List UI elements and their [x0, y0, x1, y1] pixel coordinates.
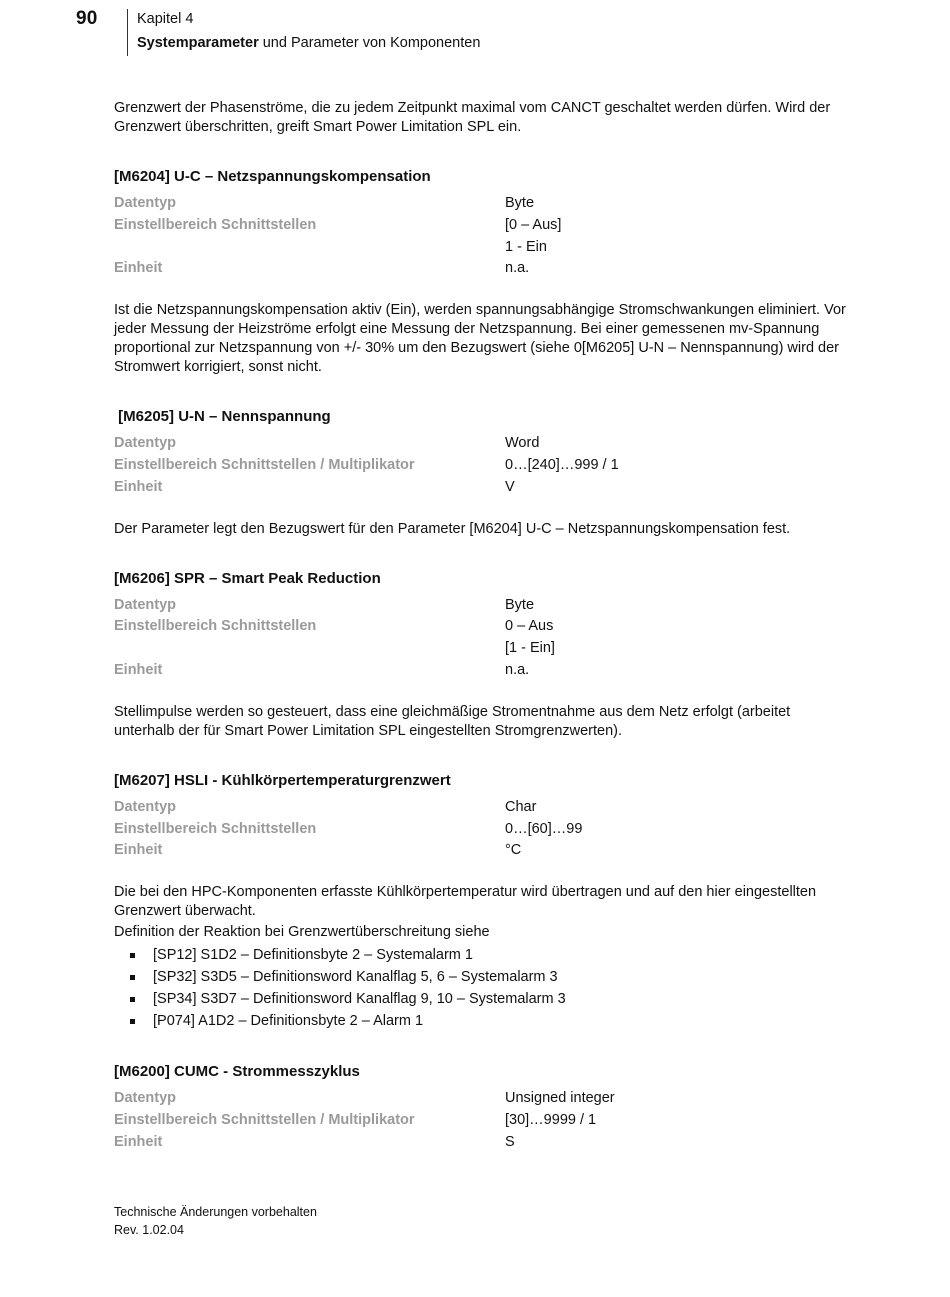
list-item [114, 945, 854, 967]
row-value: °C [505, 842, 522, 859]
row-value: Byte [505, 596, 535, 613]
chapter-title [137, 35, 480, 51]
row-value: n.a. [505, 260, 530, 277]
row-key [114, 638, 505, 660]
row-key: Einheit [114, 260, 163, 277]
table-row [114, 1132, 854, 1154]
row-value: Char [505, 798, 537, 815]
page-number: 90 [76, 8, 98, 29]
parameter-table [114, 1088, 854, 1153]
list-item-text: [SP12] S1D2 – Definitionsbyte 2 – Systemalarm 1 [153, 947, 473, 964]
row-key: Datentyp [114, 435, 177, 452]
list-item [114, 967, 854, 989]
row-key: Einheit [114, 1133, 163, 1150]
section-heading: [M6200] CUMC - Strommesszyklus [114, 1063, 360, 1081]
section-description: Ist die Netzspannungskompensation aktiv (Ein), werden spannungsabhängige Stromschwankungen eliminiert. Vor jeder Messung der Heizströme erfolgt eine Messung der Netzspannung. Bei einer gemessenen mv-Spannung proportional zur Netzspannung von +/- 30% um den Bezugswert (siehe 0[M6205] U-N – Nennspannung) wird der Stromwert korrigiert, sonst nicht. [114, 302, 846, 376]
square-bullet-icon [130, 975, 135, 980]
table-row [114, 638, 854, 660]
page-footer [114, 1203, 317, 1239]
table-row [114, 595, 854, 617]
row-key: Einstellbereich Schnittstellen / Multiplikator [114, 1112, 415, 1129]
section-heading: [M6207] HSLI - Kühlkörpertemperaturgrenzwert [114, 771, 451, 789]
section-description: Der Parameter legt den Bezugswert für den Parameter [M6204] U-C – Netzspannungskompensation fest. [114, 520, 791, 537]
row-key [114, 237, 505, 259]
parameter-section-m6204 [114, 166, 854, 377]
parameter-table [114, 595, 854, 682]
table-row [114, 477, 854, 499]
row-value: Unsigned integer [505, 1090, 615, 1107]
footer-disclaimer: Technische Änderungen vorbehalten [114, 1205, 317, 1219]
row-value: n.a. [505, 661, 530, 678]
table-row [114, 258, 854, 280]
table-row [114, 660, 854, 682]
row-value: V [505, 478, 515, 495]
row-key: Datentyp [114, 798, 177, 815]
row-value: 0 – Aus [505, 618, 554, 635]
table-row [114, 1088, 854, 1110]
list-item-text: [P074] A1D2 – Definitionsbyte 2 – Alarm 1 [153, 1012, 424, 1029]
square-bullet-icon [130, 1019, 135, 1024]
section-description: Die bei den HPC-Komponenten erfasste Kühlkörpertemperatur wird übertragen und auf den hier eingestellten Grenzwert überwacht. [114, 884, 817, 920]
parameter-section-m6207 [114, 770, 854, 1033]
section-heading: [M6205] U-N – Nennspannung [114, 408, 331, 426]
table-row [114, 616, 854, 638]
row-key: Einheit [114, 842, 163, 859]
row-key: Datentyp [114, 596, 177, 613]
list-item [114, 989, 854, 1011]
list-item-text: [SP34] S3D7 – Definitionsword Kanalflag 9, 10 – Systemalarm 3 [153, 990, 566, 1007]
row-key: Datentyp [114, 1090, 177, 1107]
section-description-reaction: Definition der Reaktion bei Grenzwertüberschreitung siehe [114, 924, 490, 941]
square-bullet-icon [130, 953, 135, 958]
section-heading: [M6204] U-C – Netzspannungskompensation [114, 168, 431, 185]
table-row [114, 193, 854, 215]
section-heading: [M6206] SPR – Smart Peak Reduction [114, 569, 381, 587]
table-row [114, 215, 854, 237]
row-value: [0 – Aus] [505, 216, 562, 233]
row-key: Einheit [114, 661, 163, 678]
parameter-table [114, 193, 854, 280]
parameter-section-m6205 [114, 406, 854, 538]
row-value: 0…[240]…999 / 1 [505, 456, 619, 473]
footer-revision: Rev. 1.02.04 [114, 1223, 184, 1237]
row-key: Einstellbereich Schnittstellen [114, 820, 317, 837]
intro-paragraph: Grenzwert der Phasenströme, die zu jedem Zeitpunkt maximal vom CANCT geschaltet werden dürfen. Wird der Grenzwert überschritten, greift Smart Power Limitation SPL ein. [114, 100, 831, 135]
square-bullet-icon [130, 997, 135, 1002]
row-value: Byte [505, 195, 535, 211]
reference-list [114, 945, 854, 1032]
chapter-title-bold: Systemparameter [137, 35, 259, 51]
chapter-label: Kapitel 4 [137, 11, 194, 27]
parameter-table [114, 433, 854, 498]
table-row [114, 237, 854, 259]
list-item-text: [SP32] S3D5 – Definitionsword Kanalflag 5, 6 – Systemalarm 3 [153, 968, 558, 985]
row-key: Datentyp [114, 195, 177, 211]
table-row [114, 1110, 854, 1132]
list-item [114, 1011, 854, 1033]
row-value: [1 - Ein] [505, 640, 555, 657]
header-divider [127, 9, 128, 56]
parameter-section-m6206 [114, 568, 854, 741]
parameter-table [114, 797, 854, 862]
table-row [114, 819, 854, 841]
row-value: 1 - Ein [505, 238, 547, 255]
row-value: S [505, 1133, 515, 1150]
page-content [114, 99, 854, 1154]
row-value: Word [505, 435, 540, 452]
chapter-title-rest: und Parameter von Komponenten [258, 35, 481, 51]
parameter-section-m6200 [114, 1061, 854, 1153]
row-key: Einstellbereich Schnittstellen / Multiplikator [114, 456, 415, 473]
row-value: [30]…9999 / 1 [505, 1112, 597, 1129]
table-row [114, 797, 854, 819]
row-value: 0…[60]…99 [505, 820, 583, 837]
section-description: Stellimpulse werden so gesteuert, dass eine gleichmäßige Stromentnahme aus dem Netz erfolgt (arbeitet unterhalb der für Smart Power Limitation SPL eingestellten Stromgrenzwerten). [114, 703, 791, 739]
table-row [114, 455, 854, 477]
table-row [114, 433, 854, 455]
row-key: Einheit [114, 478, 163, 495]
row-key: Einstellbereich Schnittstellen [114, 618, 317, 635]
row-key: Einstellbereich Schnittstellen [114, 216, 317, 233]
table-row [114, 840, 854, 862]
